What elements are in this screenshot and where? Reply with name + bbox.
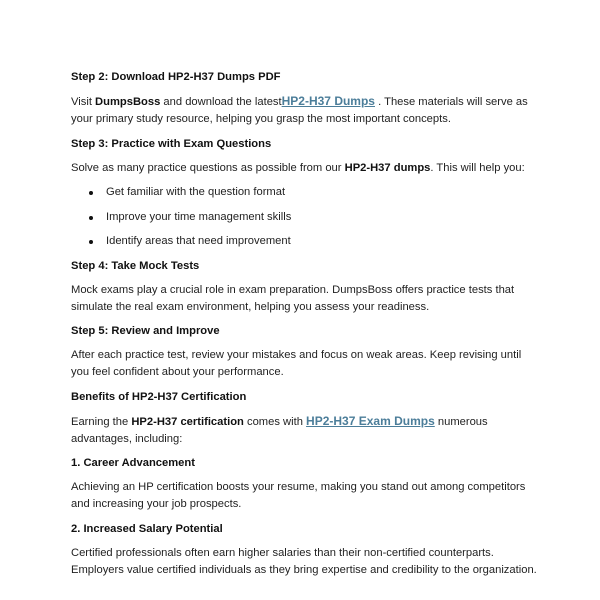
document-page xyxy=(71,69,541,586)
step2-text-mid: and download the latest xyxy=(160,96,282,108)
step4-heading: Step 4: Take Mock Tests xyxy=(71,259,200,272)
bullet-icon xyxy=(89,240,93,244)
list-item-text: Identify areas that need improvement xyxy=(106,235,291,247)
step3-text-after: . This will help you: xyxy=(430,161,525,174)
brand-name: DumpsBoss xyxy=(95,96,161,108)
benefit2-paragraph: Certified professionals often earn higher salaries than their non-certified counterparts. Employers value certified individuals as they bring expertise and credibility to the organization. xyxy=(71,546,537,576)
step4-paragraph: Mock exams play a crucial role in exam preparation. DumpsBoss offers practice tests that simulate the real exam environment, helping you assess your readiness. xyxy=(71,283,515,313)
step2-text-before: Visit xyxy=(71,96,96,108)
list-item xyxy=(71,233,541,250)
benefits-text-mid: comes with xyxy=(243,415,307,428)
list-item xyxy=(71,184,541,201)
step3-bold: HP2-H37 dumps xyxy=(344,161,431,174)
benefit1-heading: 1. Career Advancement xyxy=(71,457,195,469)
benefits-bold: HP2-H37 certification xyxy=(131,415,244,428)
benefits-paragraph xyxy=(71,413,541,448)
step2-paragraph xyxy=(71,93,541,128)
hp2-h37-exam-dumps-link[interactable]: HP2-H37 Exam Dumps xyxy=(306,413,435,428)
step5-paragraph: After each practice test, review your mistakes and focus on weak areas. Keep revising until you feel confident about your performance. xyxy=(71,349,522,378)
benefits-text-after: numerous advantages, including: xyxy=(71,415,488,445)
list-item xyxy=(71,209,541,226)
benefits-text-before: Earning the xyxy=(71,415,132,428)
step2-heading: Step 2: Download HP2-H37 Dumps PDF xyxy=(71,71,281,83)
bullet-icon xyxy=(89,191,93,195)
step3-heading: Step 3: Practice with Exam Questions xyxy=(71,137,272,150)
list-item-text: Get familiar with the question format xyxy=(106,186,286,198)
step3-paragraph xyxy=(71,160,541,177)
step5-heading: Step 5: Review and Improve xyxy=(71,325,220,337)
step2-text-after: . These materials will serve as your primary study resource, helping you grasp the most important concepts. xyxy=(71,96,528,125)
bullet-icon xyxy=(89,216,93,220)
benefits-heading: Benefits of HP2-H37 Certification xyxy=(71,390,247,403)
benefit1-paragraph: Achieving an HP certification boosts your resume, making you stand out among competitors and increasing your job prospects. xyxy=(71,481,526,510)
step3-bullet-list xyxy=(71,184,541,250)
step3-text-before: Solve as many practice questions as possible from our xyxy=(71,161,345,174)
hp2-h37-dumps-link[interactable]: HP2-H37 Dumps xyxy=(281,94,375,108)
list-item-text: Improve your time management skills xyxy=(106,210,292,223)
benefit2-heading: 2. Increased Salary Potential xyxy=(71,522,223,535)
